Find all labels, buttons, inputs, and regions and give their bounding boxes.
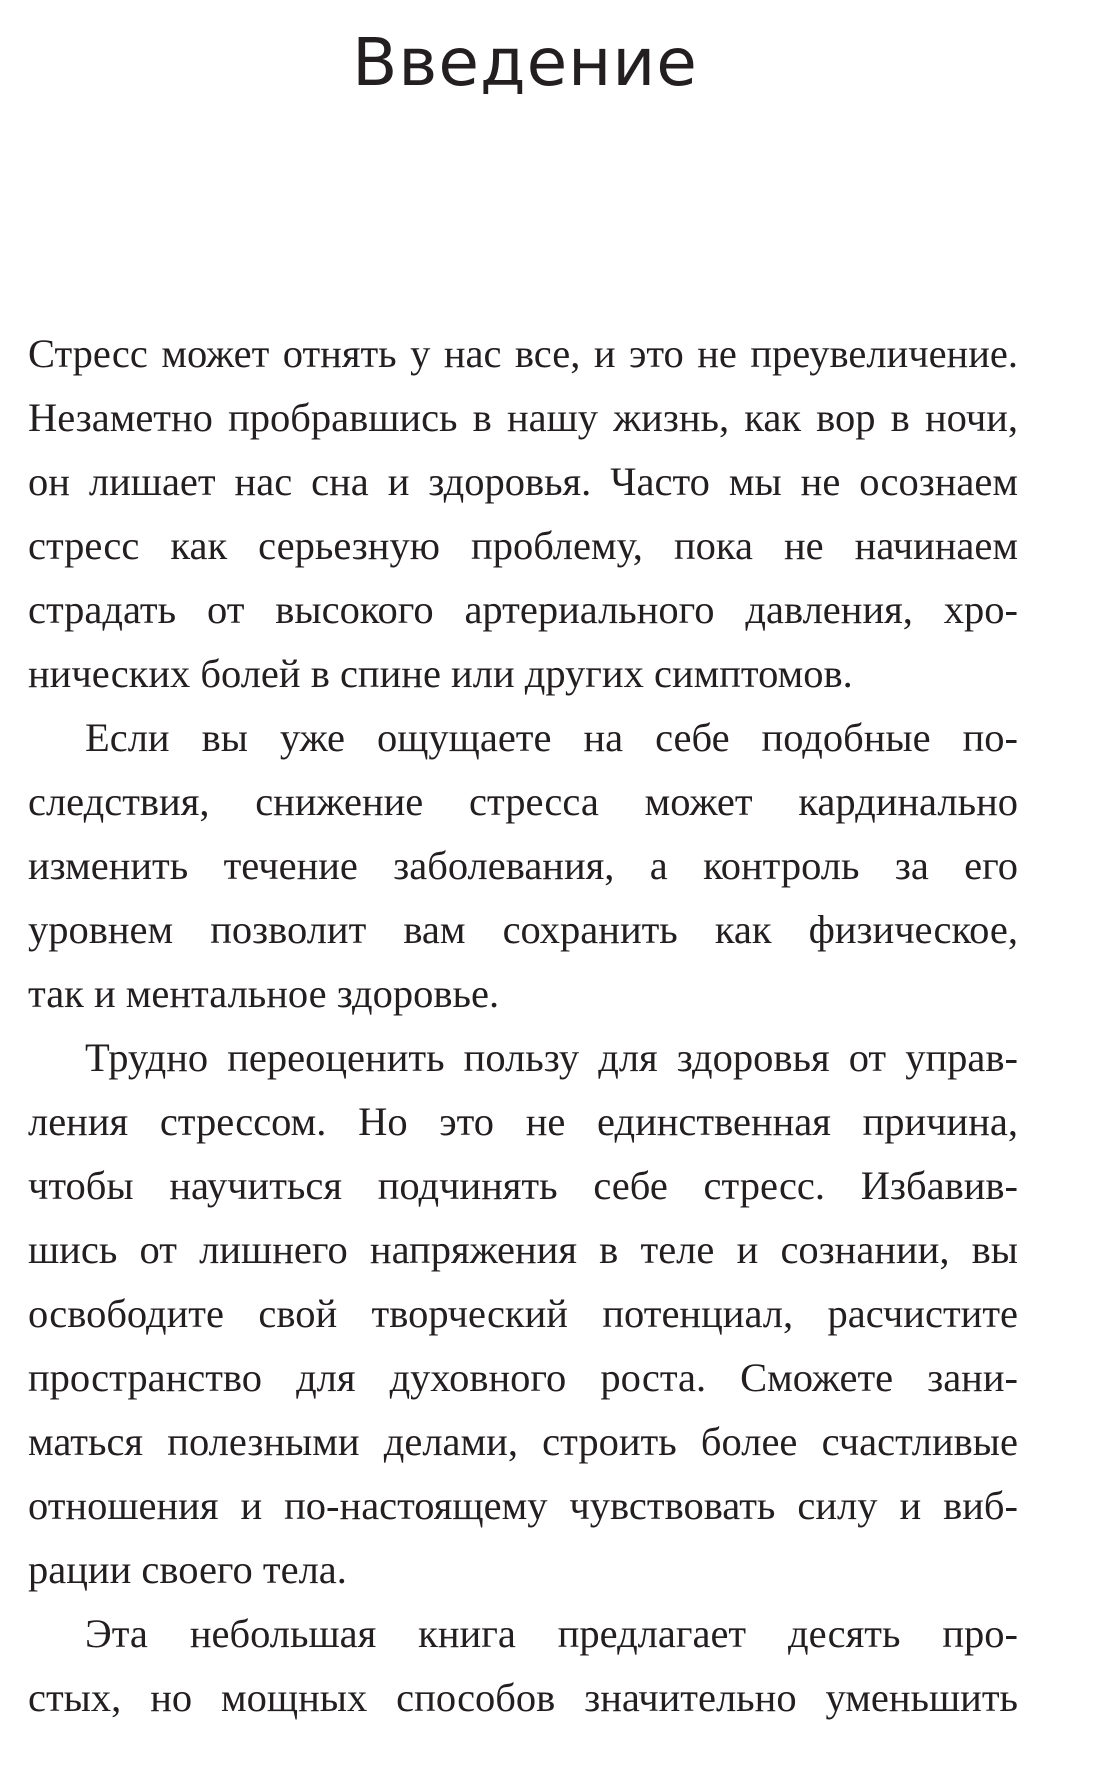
text-line: Если вы уже ощущаете на себе подобные по- (85, 715, 1018, 760)
text-line: следствия, снижение стресса может кардинально (28, 779, 1018, 824)
text-line: стых, но мощных способов значительно уменьшить (28, 1675, 1018, 1720)
text-line: отношения и по-настоящему чувствовать силу и виб- (28, 1483, 1018, 1528)
text-line: изменить течение заболевания, а контроль за его (28, 843, 1018, 888)
text-line: Стресс может отнять у нас все, и это не преувеличение. (28, 331, 1018, 376)
text-line: ления стрессом. Но это не единственная причина, (28, 1099, 1018, 1144)
text-line: стресс как серьезную проблему, пока не начинаем (28, 523, 1018, 568)
text-line: чтобы научиться подчинять себе стресс. Избавив- (28, 1163, 1018, 1208)
body-text (28, 322, 1018, 1730)
text-line: пространство для духовного роста. Сможете зани- (28, 1355, 1018, 1400)
paragraph (28, 1026, 1018, 1602)
text-line: рации своего тела. (28, 1547, 347, 1592)
paragraph (28, 1602, 1018, 1730)
paragraph (28, 322, 1018, 706)
text-line: уровнем позволит вам сохранить как физическое, (28, 907, 1018, 952)
text-line: Эта небольшая книга предлагает десять про- (85, 1611, 1018, 1656)
text-line: он лишает нас сна и здоровья. Часто мы не осознаем (28, 459, 1018, 504)
text-line: страдать от высокого артериального давления, хро- (28, 587, 1018, 632)
text-line: маться полезными делами, строить более счастливые (28, 1419, 1018, 1464)
text-line: Трудно переоценить пользу для здоровья от управ- (85, 1035, 1018, 1080)
paragraph (28, 706, 1018, 1026)
text-line: Незаметно пробравшись в нашу жизнь, как вор в ночи, (28, 395, 1018, 440)
text-line: шись от лишнего напряжения в теле и сознании, вы (28, 1227, 1018, 1272)
text-line: нических болей в спине или других симптомов. (28, 651, 853, 696)
text-line: освободите свой творческий потенциал, расчистите (28, 1291, 1018, 1336)
text-line: так и ментальное здоровье. (28, 971, 500, 1016)
chapter-title: Введение (352, 24, 698, 101)
